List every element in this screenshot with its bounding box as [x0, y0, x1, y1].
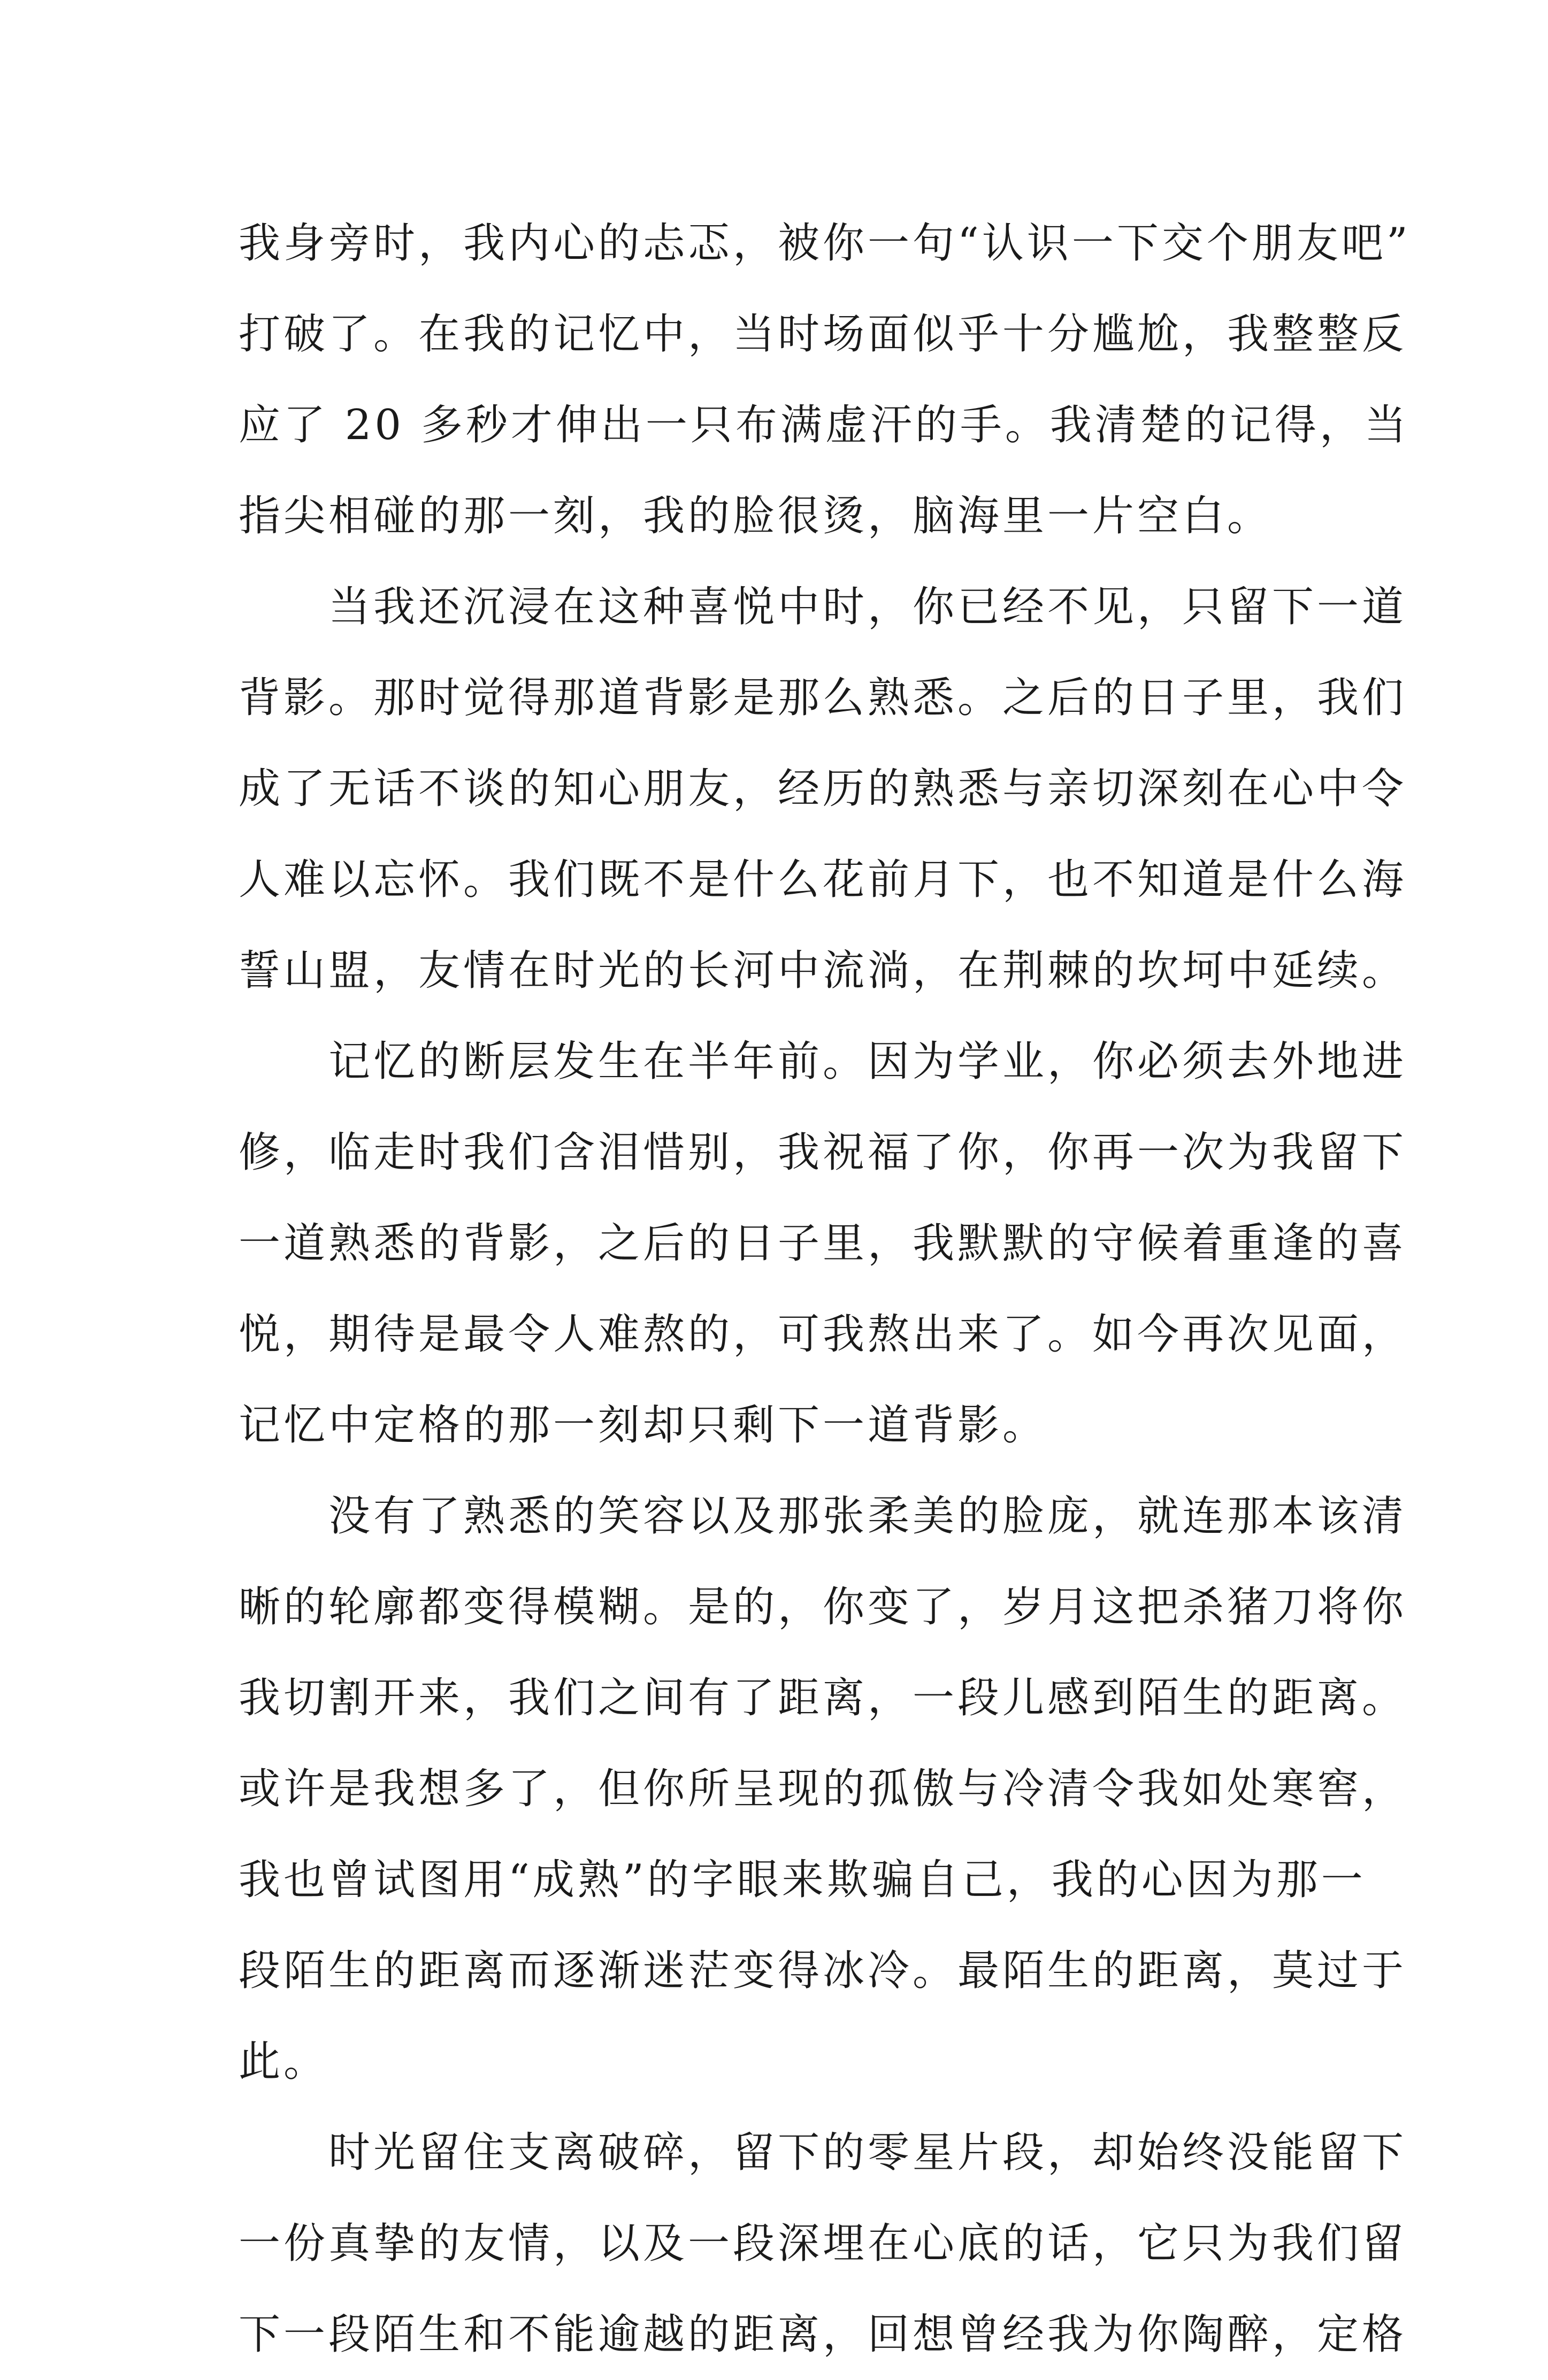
text-line: 晰的轮廓都变得模糊。是的，你变了，岁月这把杀猪刀将你 [239, 1583, 1407, 1631]
text-line: 当我还沉浸在这种喜悦中时，你已经不见，只留下一道 [239, 583, 1407, 631]
text-line: 悦，期待是最令人难熬的，可我熬出来了。如今再次见面， [239, 1310, 1407, 1358]
text-line: 记忆中定格的那一刻却只剩下一道背影。 [239, 1401, 1048, 1449]
text-line: 我身旁时，我内心的忐忑，被你一句“认识一下交个朋友吧” [239, 219, 1411, 267]
text-line: 指尖相碰的那一刻，我的脸很烫，脑海里一片空白。 [239, 492, 1273, 540]
text-line: 段陌生的距离而逐渐迷茫变得冰冷。最陌生的距离，莫过于 [239, 1947, 1407, 1995]
text-line: 背影。那时觉得那道背影是那么熟悉。之后的日子里，我们 [239, 674, 1407, 722]
text-line: 人难以忘怀。我们既不是什么花前月下，也不知道是什么海 [239, 856, 1407, 904]
text-line: 成了无话不谈的知心朋友，经历的熟悉与亲切深刻在心中令 [239, 765, 1407, 813]
text-line: 修，临走时我们含泪惜别，我祝福了你，你再一次为我留下 [239, 1128, 1407, 1177]
text-line: 记忆的断层发生在半年前。因为学业，你必须去外地进 [239, 1038, 1407, 1086]
text-line: 我也曾试图用“成熟”的字眼来欺骗自己，我的心因为那一 [239, 1856, 1366, 1904]
text-line: 时光留住支离破碎，留下的零星片段，却始终没能留下 [239, 2129, 1407, 2177]
text-line: 一份真挚的友情，以及一段深埋在心底的话，它只为我们留 [239, 2220, 1407, 2268]
text-line: 下一段陌生和不能逾越的距离，回想曾经我为你陶醉，定格 [239, 2310, 1407, 2359]
text-line: 此。 [239, 2038, 329, 2086]
text-line: 打破了。在我的记忆中，当时场面似乎十分尴尬，我整整反 [239, 310, 1407, 358]
text-line: 或许是我想多了，但你所呈现的孤傲与冷清令我如处寒窖， [239, 1765, 1407, 1813]
body-text [239, 198, 1411, 2380]
text-line: 没有了熟悉的笑容以及那张柔美的脸庞，就连那本该清 [239, 1492, 1407, 1540]
text-line: 誓山盟，友情在时光的长河中流淌，在荆棘的坎坷中延续。 [239, 947, 1407, 995]
text-line: 一道熟悉的背影，之后的日子里，我默默的守候着重逢的喜 [239, 1219, 1407, 1268]
text-line: 应了 20 多秒才伸出一只布满虚汗的手。我清楚的记得，当 [239, 401, 1409, 449]
text-line: 我切割开来，我们之间有了距离，一段儿感到陌生的距离。 [239, 1674, 1407, 1722]
